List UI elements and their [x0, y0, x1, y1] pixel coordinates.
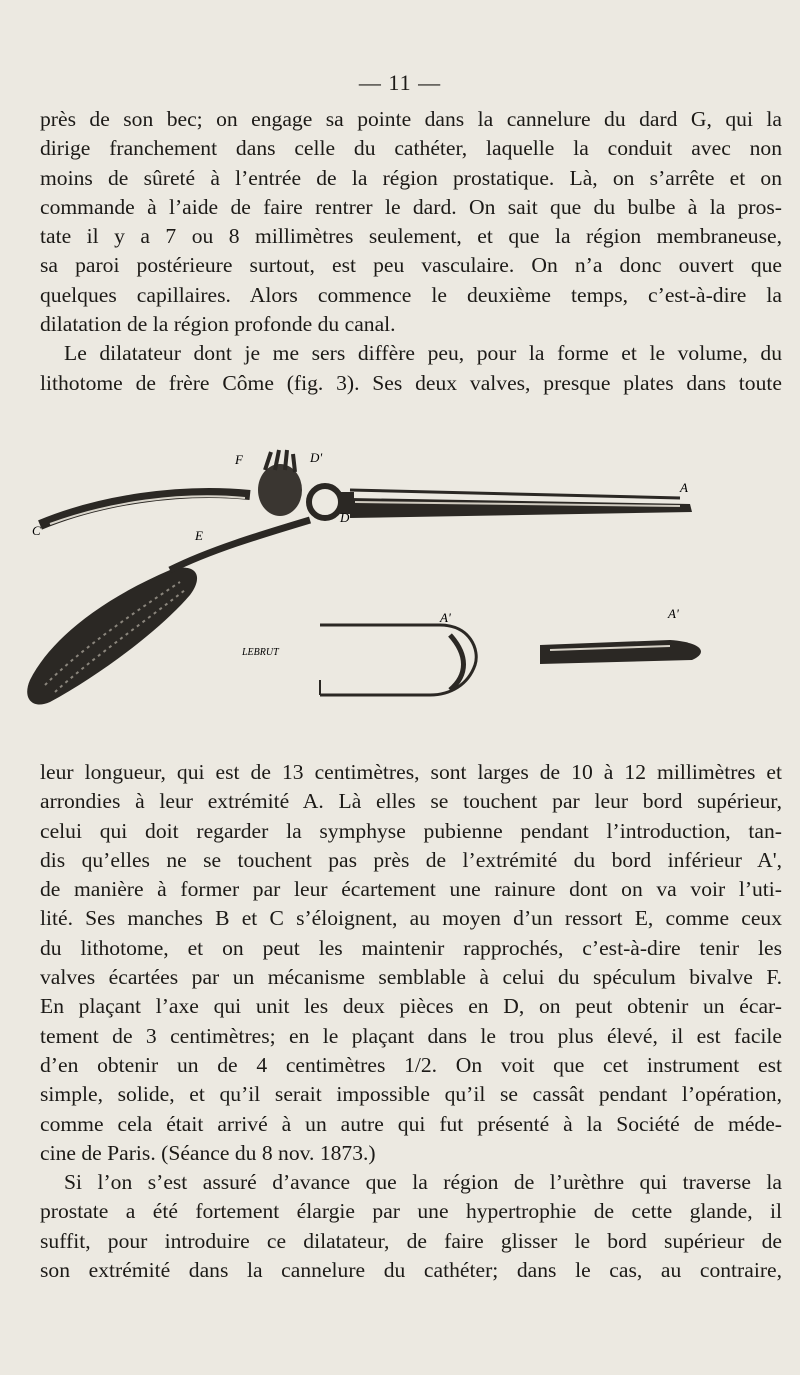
text-line: tement de 3 centimètres; en le plaçant dans le trou plus élevé, il est facile	[40, 1023, 782, 1048]
dilatator-illustration	[20, 440, 720, 720]
spring-mechanism-drawing	[258, 450, 354, 518]
text-line: comme cela était arrivé à un autre qui fut présenté à la Société de méde-	[40, 1111, 782, 1136]
text-line: dirige franchement dans celle du cathéter, laquelle la conduit avec non	[40, 136, 782, 161]
text-line: lithotome de frère Côme (fig. 3). Ses deux valves, presque plates dans toute	[40, 370, 782, 395]
text-line: leur longueur, qui est de 13 centimètres, sont larges de 10 à 12 millimètres et	[40, 760, 782, 784]
label-d-prime: D'	[310, 450, 323, 465]
valve-section-drawing	[320, 625, 701, 695]
text-line: de manière à former par leur écartement une rainure dont on va voir l’uti-	[40, 877, 782, 902]
text-line: commande à l’aide de faire rentrer le dard. On sait que du bulbe à la pros-	[40, 194, 782, 219]
label-a-prime-1: A'	[440, 610, 451, 625]
page-number: — 11 —	[358, 70, 442, 95]
label-c: C	[32, 523, 41, 538]
text-line: tate il y a 7 ou 8 millimètres seulement, et que la région membraneuse,	[40, 224, 782, 249]
label-a: A	[680, 480, 688, 495]
text-line: cine de Paris. (Séance du 8 nov. 1873.)	[40, 1140, 376, 1165]
text-line: prostate a été fortement élargie par une hypertrophie de cette glande, il	[40, 1199, 782, 1224]
text-line: près de son bec; on engage sa pointe dans la cannelure du dard G, qui la	[40, 107, 782, 131]
text-line: Si l’on s’est assuré d’avance que la région de l’urèthre qui traverse la	[64, 1170, 782, 1195]
text-line: suffit, pour introduire ce dilatateur, de faire glisser le bord supérieur de	[40, 1228, 782, 1253]
text-line: du lithotome, et on peut les maintenir rapprochés, c’est-à-dire tenir les	[40, 935, 782, 960]
text-line: dilatation de la région profonde du canal.	[40, 312, 396, 337]
text-line: simple, solide, et qu’il serait impossible qu’il se cassât pendant l’opération,	[40, 1082, 782, 1107]
text-line: lité. Ses manches B et C s’éloignent, au moyen d’un ressort E, comme ceux	[40, 906, 782, 931]
label-e: E	[195, 528, 203, 543]
text-line: son extrémité dans la cannelure du cathéter; dans le cas, au contraire,	[40, 1258, 782, 1283]
text-line: sa paroi postérieure surtout, est peu vasculaire. On n’a donc ouvert que	[40, 253, 782, 278]
text-line: arrondies à leur extrémité A. Là elles se touchent par leur bord supérieur,	[40, 789, 782, 814]
text-line: quelques capillaires. Alors commence le deuxième temps, c’est-à-dire la	[40, 282, 782, 307]
text-line: En plaçant l’axe qui unit les deux pièces en D, on peut obtenir un écar-	[40, 994, 782, 1019]
top-paragraphs	[40, 105, 782, 398]
text-line: celui qui doit regarder la symphyse pubienne pendant l’introduction, tan-	[40, 818, 782, 843]
maker-mark: LEBRUT	[242, 647, 279, 658]
text-line: moins de sûreté à l’entrée de la région prostatique. Là, on s’arrête et on	[40, 165, 782, 190]
label-f: F	[235, 452, 243, 467]
label-a-prime-2: A'	[668, 606, 679, 621]
text-line: dis qu’elles ne se touchent pas près de l’extrémité du bord inférieur A',	[40, 847, 782, 872]
bottom-paragraphs	[40, 758, 782, 1285]
text-line: valves écartées par un mécanisme semblable à celui du spéculum bivalve F.	[40, 965, 782, 990]
text-line: Le dilatateur dont je me sers diffère peu, pour la forme et le volume, du	[64, 341, 782, 366]
handle-grip-drawing	[27, 568, 197, 705]
label-d: D	[340, 510, 350, 525]
text-line: d’en obtenir un de 4 centimètres 1/2. On voit que cet instrument est	[40, 1052, 782, 1077]
